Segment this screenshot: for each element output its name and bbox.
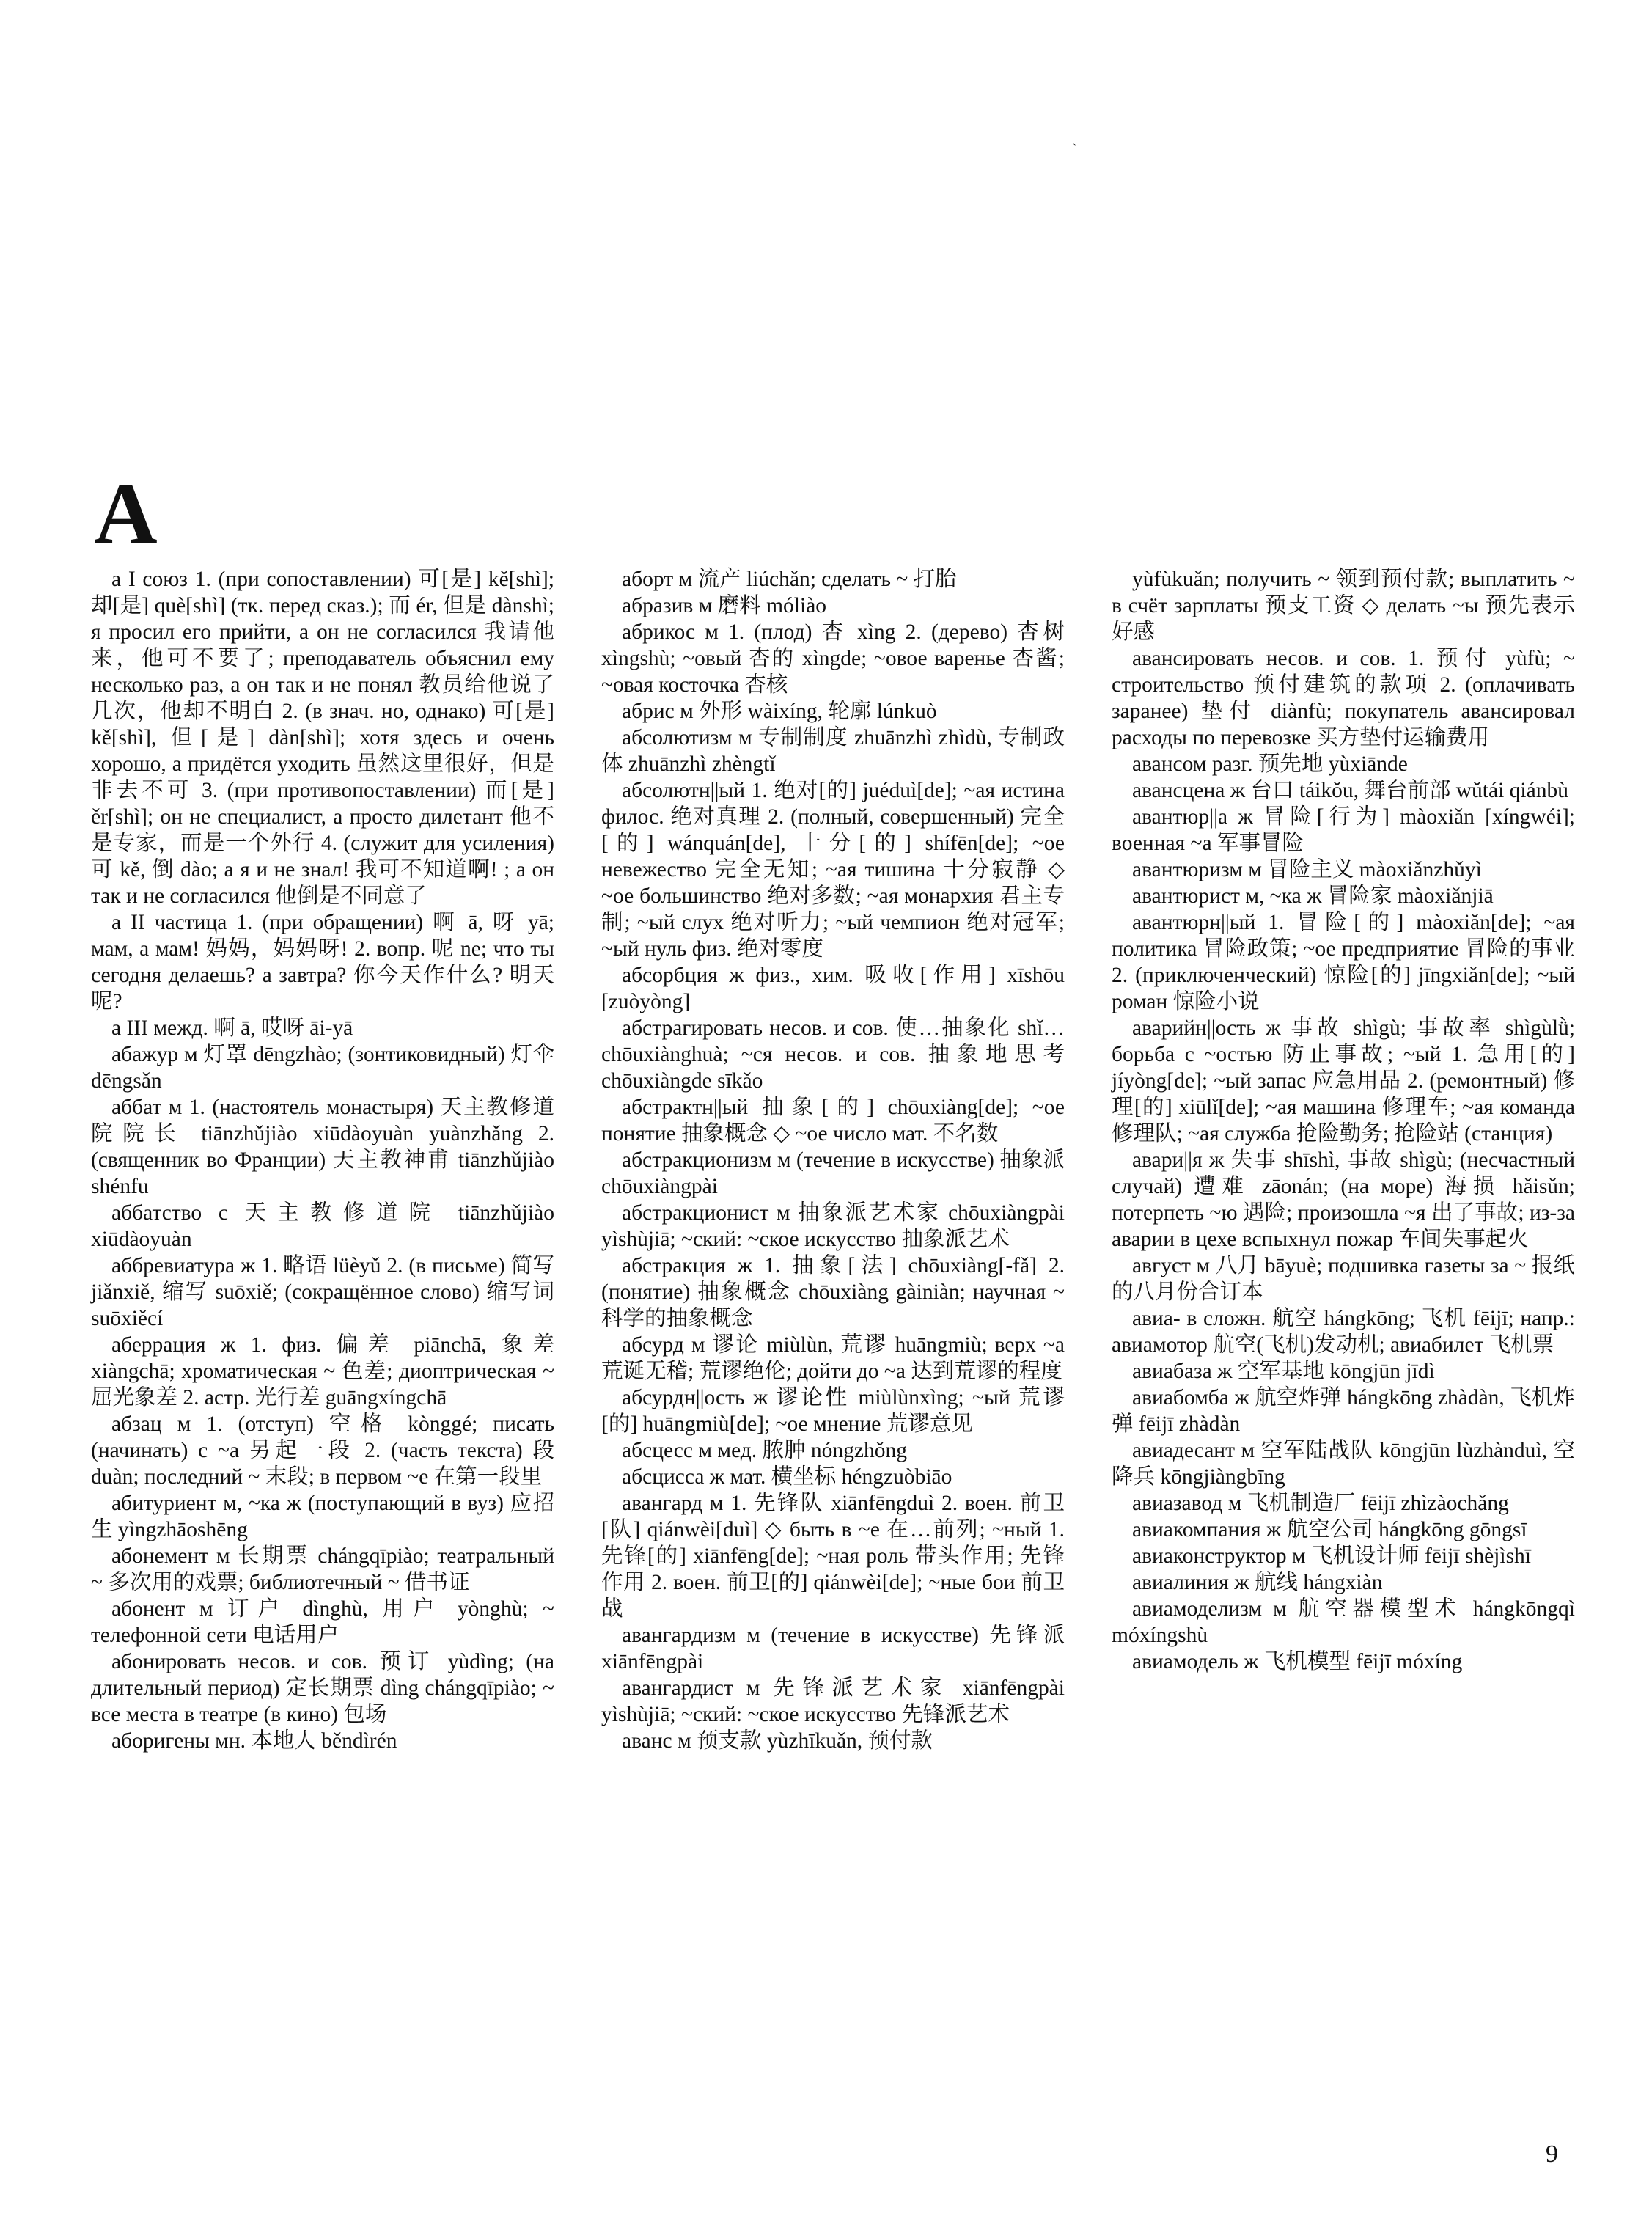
dictionary-entry: авангардист м 先锋派艺术家 xiānfēngpài yìshùjiā; ~ский: ~ское искусство 先锋派艺术	[601, 1676, 1065, 1726]
dictionary-entry: авансировать несов. и сов. 1. 预付 yùfù; ~ строительство 预付建筑的款项 2. (оплачивать заранее) 垫付 diànfù; покупатель авансировал расходы по перевозке 买方垫付运输费用	[1112, 647, 1575, 749]
dictionary-column-3	[1112, 566, 1575, 1675]
dictionary-entry: аберрация ж 1. физ. 偏差 piānchā, 象差 xiàngchā; хроматическая ~ 色差; диоптрическая ~ 屈光象差 2. астр. 光行差 guāngxíngchā	[91, 1333, 554, 1409]
dictionary-entry: абсцесс м мед. 脓肿 nóngzhǒng	[622, 1439, 908, 1462]
dictionary-entry: авари||я ж 失事 shīshì, 事故 shìgù; (несчастный случай) 遭难 zāonán; (на море) 海损 hǎisǔn; потерпеть ~ю 遇险; произошла ~я 出了事故; из-за аварии в цехе вспыхнул пожар 车间失事起火	[1112, 1148, 1575, 1251]
stray-mark: ˴	[1072, 135, 1076, 150]
dictionary-entry: август м 八月 bāyuè; подшивка газеты за ~ 报纸的八月份合订本	[1112, 1254, 1575, 1304]
dictionary-entry: абразив м 磨料 móliào	[622, 594, 827, 617]
dictionary-entry: аванс м 预支款 yùzhīkuǎn, 预付款	[622, 1729, 933, 1753]
dictionary-entry: абстракция ж 1. 抽象[法] chōuxiàng[-fǎ] 2. (понятие) 抽象概念 chōuxiàng gàiniàn; научная ~ 科学的抽象概念	[601, 1254, 1065, 1330]
dictionary-entry: авансом разг. 预先地 yùxiānde	[1132, 752, 1408, 776]
dictionary-entry: аборт м 流产 liúchǎn; сделать ~ 打胎	[622, 568, 957, 591]
dictionary-entry: абзац м 1. (отступ) 空格 kònggé; писать (начинать) с ~а 另起一段 2. (часть текста) 段 duàn; последний ~ 末段; в первом ~е 在第一段里	[91, 1412, 554, 1489]
dictionary-entry: авиабомба ж 航空炸弹 hángkōng zhàdàn, 飞机炸弹 fēijī zhàdàn	[1112, 1386, 1575, 1436]
dictionary-entry: абстракционист м 抽象派艺术家 chōuxiàngpài yìshùjiā; ~ский: ~ское искусство 抽象派艺术	[601, 1201, 1065, 1251]
dictionary-entry: аборигены мн. 本地人 běndìrén	[111, 1729, 397, 1753]
dictionary-entry: абонент м 订户 dìnghù, 用户 yònghù; ~ телефонной сети 电话用户	[91, 1597, 554, 1647]
dictionary-entry: абитуриент м, ~ка ж (поступающий в вуз) 应招生 yìngzhāoshēng	[91, 1492, 554, 1541]
dictionary-entry: авантюрн||ый 1. 冒险[的] màoxiǎn[de]; ~ая политика 冒险政策; ~ое предприятие 冒险的事业 2. (приключенческий) 惊险[的] jīngxiǎn[de]; ~ый роман 惊险小说	[1112, 911, 1575, 1013]
dictionary-entry: абсурдн||ость ж 谬论性 miùlùnxìng; ~ый 荒谬[的] huāngmiù[de]; ~ое мнение 荒谬意见	[601, 1386, 1065, 1436]
dictionary-entry: аббатство с 天主教修道院 tiānzhǔjiào xiūdàoyuàn	[91, 1201, 554, 1251]
dictionary-entry: авиамодель ж 飞机模型 fēijī móxíng	[1132, 1650, 1463, 1673]
dictionary-entry: абсурд м 谬论 miùlùn, 荒谬 huāngmiù; верх ~а 荒诞无稽; 荒谬绝伦; дойти до ~а 达到荒谬的程度	[601, 1333, 1065, 1383]
dictionary-entry: авиадесант м 空军陆战队 kōngjūn lùzhànduì, 空降兵 kōngjiàngbīng	[1112, 1439, 1575, 1489]
dictionary-entry: yùfùkuǎn; получить ~ 领到预付款; выплатить ~ в счёт зарплаты 预支工资 ◇ делать ~ы 预先表示好感	[1112, 568, 1575, 644]
page-number: 9	[1546, 2141, 1558, 2168]
dictionary-entry: абонемент м 长期票 chángqīpiào; театральный ~ 多次用的戏票; библиотечный ~ 借书证	[91, 1544, 554, 1594]
dictionary-entry: авиа- в сложн. 航空 hángkōng; 飞机 fēijī; напр.: авиамотор 航空(飞机)发动机; авиабилет 飞机票	[1112, 1307, 1575, 1357]
dictionary-entry: авантюр||а ж 冒险[行为] màoxiǎn [xíngwéi]; военная ~а 军事冒险	[1112, 805, 1575, 855]
dictionary-entry: абсцисса ж мат. 横坐标 héngzuòbiāo	[622, 1465, 952, 1489]
dictionary-entry: абсолютизм м 专制制度 zhuānzhì zhìdù, 专制政体 zhuānzhì zhèngtǐ	[601, 726, 1065, 776]
dictionary-column-1	[91, 566, 554, 1754]
dictionary-entry: авиалиния ж 航线 hángxiàn	[1132, 1571, 1383, 1594]
dictionary-entry: авантюрист м, ~ка ж 冒险家 màoxiǎnjiā	[1132, 884, 1494, 908]
dictionary-entry: авансцена ж 台口 táikǒu, 舞台前部 wǔtái qiánbù	[1132, 779, 1568, 802]
dictionary-entry: абстракционизм м (течение в искусстве) 抽象派 chōuxiàngpài	[601, 1148, 1065, 1198]
dictionary-entry: авиабаза ж 空军基地 kōngjūn jīdì	[1132, 1360, 1435, 1383]
dictionary-entry: авиазавод м 飞机制造厂 fēijī zhìzàochǎng	[1132, 1492, 1509, 1515]
dictionary-entry: авангардизм м (течение в искусстве) 先锋派 xiānfēngpài	[601, 1624, 1065, 1673]
dictionary-entry: а II частица 1. (при обращении) 啊 ā, 呀 yā; мам, а мам! 妈妈，妈妈呀! 2. вопр. 呢 ne; что ты сегодня делаешь? а завтра? 你今天作什么? 明天呢?	[91, 911, 554, 1013]
dictionary-entry: авиамоделизм м 航空器模型术 hángkōngqì móxíngshù	[1112, 1597, 1575, 1647]
dictionary-entry: абрикос м 1. (плод) 杏 xìng 2. (дерево) 杏树 xìngshù; ~овый 杏的 xìngde; ~овое варенье 杏酱; ~овая косточка 杏核	[601, 620, 1065, 697]
dictionary-entry: аббат м 1. (настоятель монастыря) 天主教修道院院长 tiānzhǔjiào xiūdàoyuàn yuànzhǎng 2. (священник во Франции) 天主教神甫 tiānzhǔjiào shénfu	[91, 1096, 554, 1198]
dictionary-entry: абажур м 灯罩 dēngzhào; (зонтиковидный) 灯伞 dēngsǎn	[91, 1043, 554, 1093]
dictionary-entry: абонировать несов. и сов. 预订 yùdìng; (на длительный период) 定长期票 dìng chángqīpiào; ~ все места в театре (в кино) 包场	[91, 1650, 554, 1726]
dictionary-entry: а III межд. 啊 ā, 哎呀 āi-yā	[111, 1016, 353, 1040]
dictionary-entry: авиаконструктор м 飞机设计师 fēijī shèjìshī	[1132, 1544, 1531, 1568]
dictionary-entry: авантюризм м 冒险主义 màoxiǎnzhǔyì	[1132, 858, 1482, 881]
dictionary-entry: авангард м 1. 先锋队 xiānfēngduì 2. воен. 前卫[队] qiánwèi[duì] ◇ быть в ~е 在…前列; ~ный 1. 先锋[的] xiānfēng[de]; ~ная роль 带头作用; 先锋作用 2. воен. 前卫[的] qiánwèi[de]; ~ные бои 前卫战	[601, 1492, 1065, 1621]
dictionary-entry: абсорбция ж физ., хим. 吸收[作用] xīshōu [zuòyòng]	[601, 964, 1065, 1013]
dictionary-entry: абстрагировать несов. и сов. 使…抽象化 shǐ…chōuxiànghuà; ~ся несов. и сов. 抽象地思考 chōuxiàngde sīkǎo	[601, 1016, 1065, 1093]
dictionary-entry: аварийн||ость ж 事故 shìgù; 事故率 shìgùlǜ; борьба с ~остью 防止事故; ~ый 1. 急用[的] jíyòng[de]; ~ый запас 应急用品 2. (ремонтный) 修理[的] xiūlǐ[de]; ~ая машина 修理车; ~ая команда 修理队; ~ая служба 抢险勤务; 抢险站 (станция)	[1112, 1016, 1575, 1145]
dictionary-entry: абстрактн||ый 抽象[的] chōuxiàng[de]; ~ое понятие 抽象概念 ◇ ~ое число мат. 不名数	[601, 1096, 1065, 1145]
dictionary-entry: авиакомпания ж 航空公司 hángkōng gōngsī	[1132, 1518, 1527, 1541]
dictionary-column-2	[601, 566, 1065, 1754]
dictionary-entry: абрис м 外形 wàixíng, 轮廓 lúnkuò	[622, 700, 937, 723]
dictionary-entry: аббревиатура ж 1. 略语 lüèyǔ 2. (в письме) 简写 jiǎnxiě, 缩写 suōxiě; (сокращённое слово) 缩写词 suōxiěcí	[91, 1254, 554, 1330]
dictionary-entry: а I союз 1. (при сопоставлении) 可[是] kě[shì]; 却[是] què[shì] (тк. перед сказ.); 而 ér, 但是 dànshì; я просил его прийти, а он не согласился 我请他来，他可不要了; преподаватель объяснил ему несколько раз, а он так и не понял 教员给他说了几次，他却不明白 2. (в знач. но, однако) 可[是] kě[shì], 但[是] dàn[shì]; хотя здесь и очень хорошо, а придётся уходить 虽然这里很好，但是非去不可 3. (при противопоставлении) 而[是] ěr[shì]; он не специалист, а просто дилетант 他不是专家，而是一个外行 4. (служит для усиления) 可 kě, 倒 dào; а я и не знал! 我可不知道啊! ; а он так и не согласился 他倒是不同意了	[91, 568, 554, 908]
section-letter: A	[94, 464, 158, 562]
dictionary-entry: абсолютн||ый 1. 绝对[的] juéduì[de]; ~ая истина филос. 绝对真理 2. (полный, совершенный) 完全[的] wánquán[de], 十分[的] shífēn[de]; ~ое невежество 完全无知; ~ая тишина 十分寂静 ◇ ~ое большинство 绝对多数; ~ая монархия 君主专制; ~ый слух 绝对听力; ~ый чемпион 绝对冠军; ~ый нуль физ. 绝对零度	[601, 779, 1065, 961]
